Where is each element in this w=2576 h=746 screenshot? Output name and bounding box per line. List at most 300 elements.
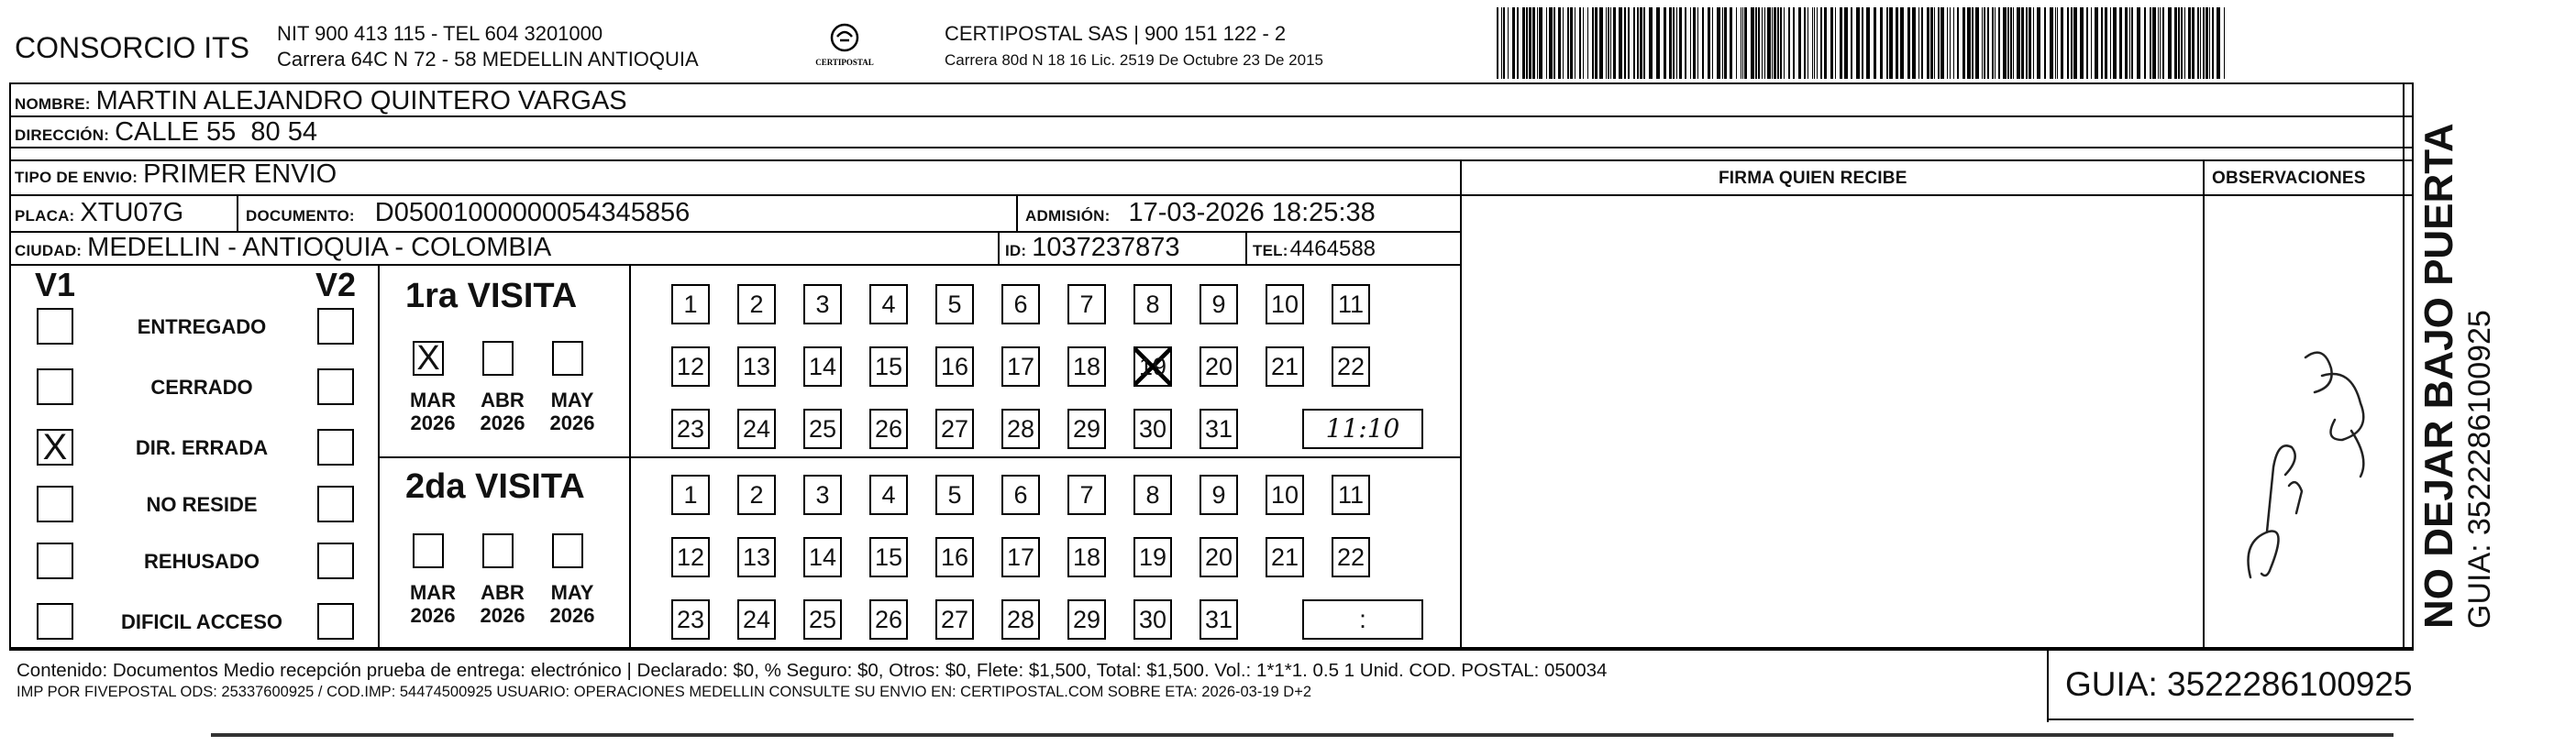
barcode-bar (1751, 7, 1754, 79)
day-box[interactable]: 13 (737, 537, 776, 577)
month-label (473, 389, 532, 434)
col-line (1016, 194, 1018, 231)
direccion-label: DIRECCIÓN: (15, 126, 110, 144)
day-box[interactable]: 30 (1133, 599, 1172, 640)
barcode-bar (1685, 7, 1686, 79)
barcode-bar (1702, 7, 1704, 79)
id-value: 1037237873 (1032, 233, 1180, 262)
day-box[interactable]: 12 (671, 346, 710, 387)
barcode-bar (1840, 7, 1842, 79)
barcode-bar (1824, 7, 1827, 79)
barcode-bar (1744, 7, 1747, 79)
status-v1-checkbox[interactable] (37, 543, 73, 579)
col-line (1460, 159, 1462, 649)
barcode-bar (2119, 7, 2122, 79)
barcode-bar (1503, 7, 1505, 79)
side-warning (2417, 123, 2498, 629)
day-box[interactable]: 13 (737, 346, 776, 387)
nombre-label: NOMBRE: (15, 95, 91, 113)
barcode-bar (1497, 7, 1498, 79)
barcode-bar (1717, 7, 1720, 79)
barcode-bar (1579, 7, 1581, 79)
barcode-bar (1962, 7, 1965, 79)
barcode-bar (1724, 7, 1727, 79)
barcode-bar (1563, 7, 1564, 79)
status-v2-checkbox[interactable] (317, 486, 354, 522)
barcode-bar (2044, 7, 2046, 79)
barcode-bar (1927, 7, 1929, 79)
barcode-bar (1537, 7, 1538, 79)
observaciones-signature (2214, 321, 2397, 596)
v1-header: V1 (35, 266, 76, 303)
barcode-bar (2184, 7, 2185, 79)
day-box[interactable]: 2 (737, 284, 776, 324)
day-box[interactable]: 3 (803, 475, 842, 515)
barcode-bar (1669, 7, 1672, 79)
company-nit: NIT 900 413 115 - TEL 604 3201000 (277, 22, 603, 45)
status-v1-checkbox[interactable] (37, 603, 73, 640)
barcode-bar (1774, 7, 1776, 79)
month-name: MAR (409, 389, 457, 411)
barcode-bar (1755, 7, 1757, 79)
month-label (543, 581, 602, 627)
visit2-time-field[interactable]: : (1302, 599, 1423, 640)
nombre-row (15, 86, 627, 116)
day-box[interactable]: 6 (1001, 475, 1040, 515)
day-box[interactable]: 19 (1133, 346, 1172, 387)
barcode-bar (1649, 7, 1653, 79)
barcode-bar (1995, 7, 1996, 79)
barcode-bar (1517, 7, 1519, 79)
day-box[interactable]: 9 (1200, 475, 1238, 515)
direccion-row (15, 117, 317, 148)
tel-value: 4464588 (1289, 236, 1376, 261)
col-line (2403, 82, 2405, 649)
status-v1-checkbox[interactable] (37, 486, 73, 522)
visit2-title: 2da VISITA (405, 467, 585, 506)
placa-value: XTU07G (80, 198, 184, 227)
footer-imp: IMP POR FIVEPOSTAL ODS: 25337600925 / COD.IMP: 54474500925 USUARIO: OPERACIONES MEDELLIN CONSULTE SU ENVIO EN: CERTIPOSTAL.COM SOBRE ETA: 2026-03-19 D+2 (17, 684, 1312, 700)
day-box[interactable]: 18 (1067, 346, 1106, 387)
barcode-bar (1532, 7, 1535, 79)
barcode-bar (2073, 7, 2077, 79)
barcode-bar (2055, 7, 2056, 79)
firma-header: FIRMA QUIEN RECIBE (1719, 169, 1907, 188)
barcode-bar (1736, 7, 1737, 79)
day-box[interactable]: 31 (1200, 409, 1238, 449)
barcode-bar (2217, 7, 2220, 79)
day-box[interactable]: 17 (1001, 537, 1040, 577)
barcode-bar (2105, 7, 2107, 79)
barcode-bar (2197, 7, 2199, 79)
barcode-bar (1546, 7, 1547, 79)
barcode-bar (2071, 7, 2073, 79)
barcode-bar (1606, 7, 1607, 79)
day-box[interactable]: 1 (671, 284, 710, 324)
day-box[interactable]: 20 (1200, 537, 1238, 577)
barcode-bar (1730, 7, 1732, 79)
day-box[interactable]: 10 (1266, 475, 1304, 515)
barcode-bar (1835, 7, 1836, 79)
tipo-row (15, 159, 337, 190)
barcode-bar (1567, 7, 1569, 79)
row-line (378, 456, 1460, 458)
status-v2-checkbox[interactable] (317, 368, 354, 405)
row-line (9, 194, 1460, 196)
day-box[interactable]: 9 (1200, 284, 1238, 324)
day-box[interactable]: 2 (737, 475, 776, 515)
visit1-time-field[interactable]: 11:10 (1302, 409, 1423, 449)
barcode-bar (2150, 7, 2151, 79)
barcode-bar (1599, 7, 1603, 79)
barcode-bar (1862, 7, 1863, 79)
barcode-bar (2007, 7, 2009, 79)
barcode-bar (1553, 7, 1555, 79)
month-name: MAR (409, 581, 457, 604)
day-box[interactable]: 3 (803, 284, 842, 324)
barcode-bar (1640, 7, 1642, 79)
barcode-bar (1967, 7, 1971, 79)
barcode-bar (1992, 7, 1994, 79)
barcode-bar (2203, 7, 2205, 79)
barcode-bar (1762, 7, 1763, 79)
barcode-bar (2131, 7, 2133, 79)
barcode-bar (1820, 7, 1822, 79)
day-box[interactable]: 29 (1067, 599, 1106, 640)
barcode-bar (1856, 7, 1860, 79)
barcode-bar (1512, 7, 1515, 79)
barcode-bar (1912, 7, 1916, 79)
day-box[interactable]: 4 (869, 284, 908, 324)
day-box[interactable]: 1 (671, 475, 710, 515)
day-box[interactable]: 7 (1067, 284, 1106, 324)
day-box[interactable]: 22 (1332, 537, 1370, 577)
admision-row (1025, 198, 1376, 228)
barcode-bar (2091, 7, 2092, 79)
day-box[interactable]: 19 (1133, 537, 1172, 577)
barcode-bar (1950, 7, 1951, 79)
barcode-bar (2158, 7, 2159, 79)
day-box[interactable]: 4 (869, 475, 908, 515)
col-line (1245, 231, 1247, 264)
day-box[interactable]: 12 (671, 537, 710, 577)
barcode-bar (2050, 7, 2053, 79)
barcode-bar (1930, 7, 1933, 79)
barcode-bar (1896, 7, 1898, 79)
barcode-bar (1587, 7, 1588, 79)
barcode-bar (1777, 7, 1779, 79)
month-label (404, 389, 462, 434)
day-box[interactable]: 11 (1332, 284, 1370, 324)
observaciones-header: OBSERVACIONES (2212, 169, 2366, 188)
row-line (2047, 719, 2414, 720)
barcode-bar (1934, 7, 1935, 79)
day-box[interactable]: 28 (1001, 599, 1040, 640)
id-row (1005, 233, 1180, 263)
month-checkbox[interactable] (482, 533, 514, 568)
row-line (9, 159, 2414, 161)
day-box[interactable]: 15 (869, 346, 908, 387)
day-box[interactable]: 28 (1001, 409, 1040, 449)
barcode-bar (1624, 7, 1626, 79)
visit1-title: 1ra VISITA (405, 277, 578, 315)
barcode-bar (1558, 7, 1561, 79)
barcode-bar (1539, 7, 1542, 79)
row-line (9, 649, 2414, 651)
barcode-bar (2160, 7, 2161, 79)
day-box[interactable]: 25 (803, 409, 842, 449)
barcode-bar (1972, 7, 1973, 79)
status-v1-checkbox[interactable] (37, 368, 73, 405)
day-box[interactable]: 22 (1332, 346, 1370, 387)
day-box[interactable]: 14 (803, 346, 842, 387)
id-label: ID: (1005, 242, 1027, 259)
status-v2-checkbox[interactable] (317, 308, 354, 345)
barcode-bar (1633, 7, 1635, 79)
barcode-bar (1673, 7, 1675, 79)
barcode-bar (1501, 7, 1502, 79)
barcode-bar (2162, 7, 2164, 79)
barcode-bar (1767, 7, 1771, 79)
tipo-label: TIPO DE ENVIO: (15, 169, 138, 186)
barcode-bar (2144, 7, 2146, 79)
admision-label: ADMISIÓN: (1025, 207, 1111, 225)
col-line (2203, 159, 2205, 649)
barcode-bar (1784, 7, 1785, 79)
day-box[interactable]: 27 (935, 409, 974, 449)
tipo-value: PRIMER ENVIO (143, 159, 337, 189)
barcode-bar (1592, 7, 1594, 79)
status-label: ENTREGADO (137, 315, 267, 338)
barcode-bar (2168, 7, 2172, 79)
barcode-bar (2224, 7, 2225, 79)
carrier-address: Carrera 80d N 18 16 Lic. 2519 De Octubre 23 De 2015 (945, 51, 1323, 69)
day-box[interactable]: 23 (671, 409, 710, 449)
company-name: CONSORCIO ITS (15, 31, 250, 64)
barcode-bar (2003, 7, 2007, 79)
ciudad-label: CIUDAD: (15, 242, 83, 259)
barcode-bar (1628, 7, 1630, 79)
status-label: DIR. ERRADA (135, 436, 269, 459)
day-box[interactable]: 5 (935, 475, 974, 515)
row-line (9, 264, 1460, 266)
barcode-bar (1742, 7, 1743, 79)
day-box[interactable]: 7 (1067, 475, 1106, 515)
status-v2-checkbox[interactable] (317, 603, 354, 640)
col-line (2047, 649, 2049, 722)
month-year: 2026 (549, 604, 595, 627)
barcode-bar (2181, 7, 2183, 79)
barcode-bar (1522, 7, 1525, 79)
nombre-value: MARTIN ALEJANDRO QUINTERO VARGAS (95, 86, 627, 115)
day-box[interactable]: 15 (869, 537, 908, 577)
barcode-bar (1613, 7, 1616, 79)
barcode-bar (1940, 7, 1944, 79)
side-warning-text: NO DEJAR BAJO PUERTA (2416, 123, 2461, 629)
day-box[interactable]: 29 (1067, 409, 1106, 449)
status-v1-checkbox[interactable]: X (37, 429, 73, 466)
day-box[interactable]: 17 (1001, 346, 1040, 387)
status-v2-checkbox[interactable] (317, 543, 354, 579)
certipostal-logo (813, 20, 877, 75)
month-name: ABR (481, 389, 525, 411)
barcode-bar (1938, 7, 1940, 79)
barcode-bar (1712, 7, 1713, 79)
barcode-bar (1889, 7, 1893, 79)
day-box[interactable]: 21 (1266, 537, 1304, 577)
status-label: REHUSADO (144, 550, 260, 573)
barcode-bar (2200, 7, 2201, 79)
barcode-bar (1880, 7, 1883, 79)
barcode-bar (2192, 7, 2195, 79)
barcode-bar (2086, 7, 2088, 79)
barcode-bar (1817, 7, 1818, 79)
barcode-bar (2125, 7, 2128, 79)
documento-row (246, 198, 690, 228)
day-box[interactable]: 8 (1133, 284, 1172, 324)
col-line (998, 231, 1000, 264)
barcode-bar (2206, 7, 2208, 79)
barcode-bar (1921, 7, 1923, 79)
side-guia-text: GUIA: 3522286100925 (2462, 310, 2497, 629)
barcode-bar (2129, 7, 2130, 79)
carrier-info: CERTIPOSTAL SAS | 900 151 122 - 2 (945, 22, 1287, 45)
day-box[interactable]: 31 (1200, 599, 1238, 640)
barcode-bar (2174, 7, 2177, 79)
barcode-bar (2067, 7, 2069, 79)
barcode-bar (1812, 7, 1813, 79)
row-line (1460, 194, 2414, 196)
barcode-bar (1907, 7, 1910, 79)
barcode-bar (1690, 7, 1691, 79)
month-checkbox[interactable] (552, 533, 583, 568)
barcode (1497, 7, 2228, 79)
tel-label: TEL: (1253, 242, 1288, 259)
barcode-bar (1804, 7, 1806, 79)
day-box[interactable]: 24 (737, 599, 776, 640)
barcode-bar (1830, 7, 1833, 79)
day-box[interactable]: 6 (1001, 284, 1040, 324)
barcode-bar (1984, 7, 1985, 79)
day-box[interactable]: 26 (869, 409, 908, 449)
barcode-bar (1708, 7, 1710, 79)
footer-guia: GUIA: 3522286100925 (2065, 665, 2413, 703)
documento-label: DOCUMENTO: (246, 207, 355, 225)
barcode-bar (2113, 7, 2117, 79)
status-v2-checkbox[interactable] (317, 429, 354, 466)
logo-text: CERTIPOSTAL (815, 58, 874, 67)
month-label (404, 581, 462, 627)
barcode-bar (1780, 7, 1782, 79)
direccion-value: CALLE 55 80 54 (115, 117, 317, 147)
barcode-bar (1900, 7, 1904, 79)
barcode-bar (1722, 7, 1723, 79)
barcode-bar (1844, 7, 1848, 79)
day-box[interactable]: 25 (803, 599, 842, 640)
status-v1-checkbox[interactable] (37, 308, 73, 345)
barcode-bar (1953, 7, 1954, 79)
status-label: NO RESIDE (146, 493, 258, 516)
documento-value: D05001000000054345856 (374, 198, 691, 227)
day-box[interactable]: 14 (803, 537, 842, 577)
day-box[interactable]: 24 (737, 409, 776, 449)
day-box[interactable]: 21 (1266, 346, 1304, 387)
barcode-bar (1595, 7, 1598, 79)
ciudad-value: MEDELLIN - ANTIOQUIA - COLOMBIA (87, 233, 552, 262)
barcode-bar (1772, 7, 1773, 79)
day-box[interactable]: 30 (1133, 409, 1172, 449)
status-label: DIFICIL ACCESO (120, 610, 282, 633)
day-box[interactable]: 8 (1133, 475, 1172, 515)
day-box[interactable]: 5 (935, 284, 974, 324)
day-box[interactable]: 26 (869, 599, 908, 640)
row-line (9, 147, 2414, 148)
ciudad-row (15, 233, 551, 263)
barcode-bar (1764, 7, 1765, 79)
day-box[interactable]: 11 (1332, 475, 1370, 515)
barcode-bar (2021, 7, 2024, 79)
barcode-bar (2017, 7, 2020, 79)
month-year: 2026 (549, 411, 595, 434)
day-box[interactable]: 16 (935, 537, 974, 577)
barcode-bar (2137, 7, 2140, 79)
barcode-bar (2080, 7, 2084, 79)
status-label: CERRADO (150, 376, 253, 399)
barcode-bar (2057, 7, 2058, 79)
barcode-bar (1982, 7, 1983, 79)
footer-contenido: Contenido: Documentos Medio recepción prueba de entrega: electrónico | Declarado: $0, % Seguro: $0, Otros: $0, Flete: $1,500, Total: $1,500. Vol.: 1*1*1. 0.5 1 Unid. COD. POSTAL: 050034 (17, 660, 1608, 681)
day-box[interactable]: 27 (935, 599, 974, 640)
barcode-bar (1957, 7, 1959, 79)
barcode-bar (1679, 7, 1682, 79)
barcode-bar (1866, 7, 1870, 79)
day-box[interactable]: 16 (935, 346, 974, 387)
barcode-bar (1975, 7, 1979, 79)
admision-value: 17-03-2026 18:25:38 (1128, 198, 1376, 227)
barcode-bar (1998, 7, 2000, 79)
month-year: 2026 (480, 604, 525, 627)
barcode-bar (2212, 7, 2214, 79)
month-year: 2026 (480, 411, 525, 434)
month-checkbox[interactable] (413, 533, 444, 568)
barcode-bar (2026, 7, 2028, 79)
placa-label: PLACA: (15, 207, 75, 225)
barcode-bar (1814, 7, 1815, 79)
day-box[interactable]: 10 (1266, 284, 1304, 324)
barcode-bar (1758, 7, 1760, 79)
barcode-bar (1643, 7, 1645, 79)
barcode-bar (1788, 7, 1790, 79)
day-box[interactable]: 20 (1200, 346, 1238, 387)
month-checkbox[interactable] (552, 341, 583, 376)
day-box[interactable]: 18 (1067, 537, 1106, 577)
month-year: 2026 (410, 411, 456, 434)
day-box[interactable]: 23 (671, 599, 710, 640)
barcode-bar (1793, 7, 1795, 79)
barcode-bar (2010, 7, 2012, 79)
month-year: 2026 (410, 604, 456, 627)
month-label (543, 389, 602, 434)
barcode-bar (1798, 7, 1801, 79)
month-checkbox[interactable] (482, 341, 514, 376)
barcode-bar (2037, 7, 2040, 79)
barcode-bar (2188, 7, 2191, 79)
barcode-bar (1697, 7, 1698, 79)
barcode-bar (2209, 7, 2210, 79)
barcode-bar (1947, 7, 1948, 79)
barcode-bar (2095, 7, 2098, 79)
month-checkbox[interactable]: X (413, 341, 444, 376)
